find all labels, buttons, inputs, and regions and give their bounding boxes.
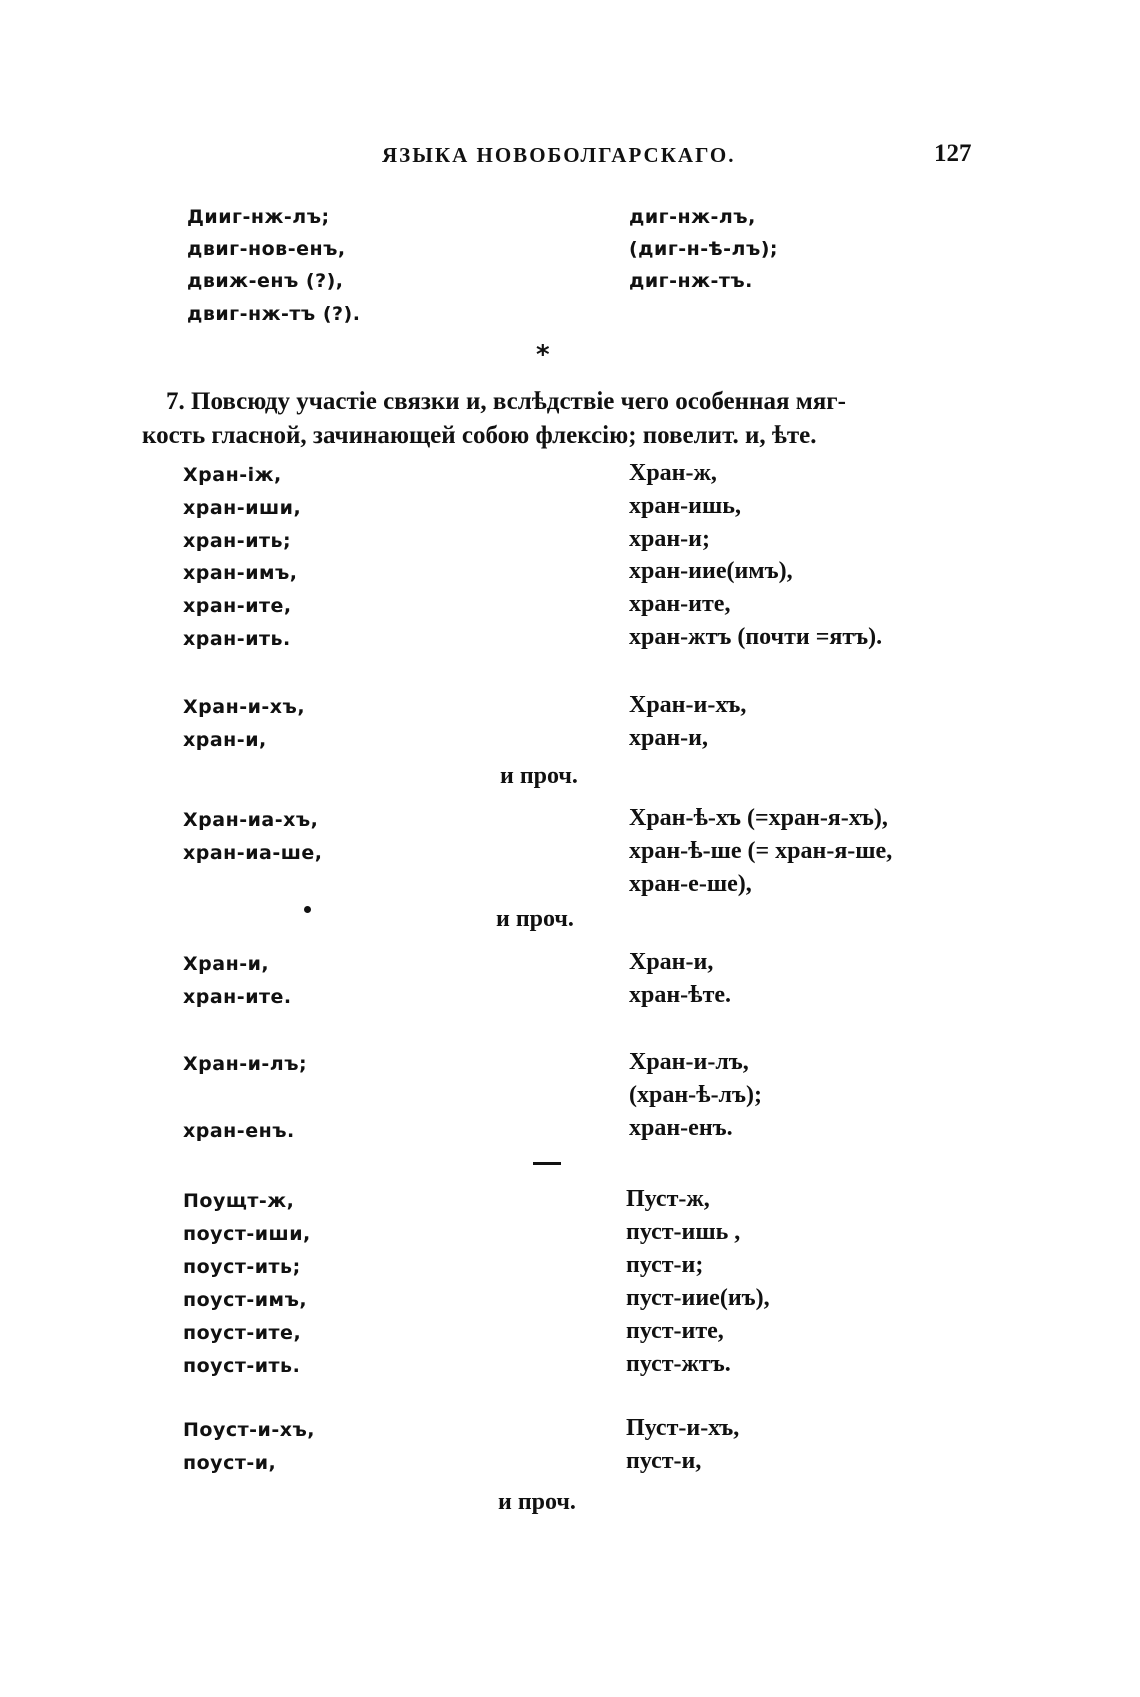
etc-line-1: и проч. bbox=[500, 763, 578, 789]
block4-right-line: Хран-ѣ-хъ (=хран-я-хъ), bbox=[629, 805, 888, 831]
block4-right-line: хран-ѣ-ше (= хран-я-ше, bbox=[629, 838, 893, 864]
block1-right-line: диг-нж-лъ, bbox=[629, 206, 756, 228]
block3-right-line: хран-и, bbox=[629, 725, 708, 751]
block7-left-line: Поущт-ж, bbox=[183, 1190, 295, 1212]
block1-left-line: двиг-нж-тъ (?). bbox=[187, 303, 361, 325]
block8-right-line: Пуст-и-хъ, bbox=[626, 1415, 740, 1441]
block1-right-line: (диг-н-ѣ-лъ); bbox=[629, 238, 779, 260]
paragraph-line-2: кость гласной, зачинающей собою флексію; повелит. и, ѣте. bbox=[142, 422, 817, 449]
block7-right-line: пуст-иие(иъ), bbox=[626, 1285, 770, 1311]
block5-left-line: хран-ите. bbox=[183, 986, 292, 1008]
block2-right-line: Хран-ж, bbox=[629, 460, 717, 486]
block1-left-line: двиг-нов-енъ, bbox=[187, 238, 346, 260]
block6-left-line: хран-енъ. bbox=[183, 1120, 295, 1142]
running-header: ЯЗЫКА НОВОБОЛГАРСКАГО. bbox=[382, 143, 736, 167]
page-number: 127 bbox=[934, 140, 972, 167]
etc-line-3: и проч. bbox=[498, 1489, 576, 1515]
block4-right-line: хран-е-ше), bbox=[629, 871, 752, 897]
block3-left-line: Хран-и-хъ, bbox=[183, 696, 306, 718]
block2-left-line: хран-ите, bbox=[183, 595, 292, 617]
block2-right-line: хран-иие(имъ), bbox=[629, 558, 793, 584]
block2-right-line: хран-ите, bbox=[629, 591, 731, 617]
block2-left-line: хран-иши, bbox=[183, 497, 302, 519]
block8-left-line: Поуст-и-хъ, bbox=[183, 1419, 315, 1441]
ink-speck bbox=[304, 906, 311, 913]
section-asterisk: * bbox=[536, 340, 550, 370]
block8-right-line: пуст-и, bbox=[626, 1448, 702, 1474]
block6-right-line: (хран-ѣ-лъ); bbox=[629, 1082, 762, 1108]
block7-left-line: поуст-ить. bbox=[183, 1355, 301, 1377]
block5-right-line: Хран-и, bbox=[629, 949, 714, 975]
block7-right-line: пуст-и; bbox=[626, 1252, 704, 1278]
section-divider bbox=[533, 1162, 561, 1165]
block5-left-line: Хран-и, bbox=[183, 953, 270, 975]
block7-left-line: поуст-ите, bbox=[183, 1322, 302, 1344]
block7-right-line: пуст-ите, bbox=[626, 1318, 724, 1344]
block7-right-line: пуст-жтъ. bbox=[626, 1351, 731, 1377]
block7-left-line: поуст-имъ, bbox=[183, 1289, 308, 1311]
block7-right-line: Пуст-ж, bbox=[626, 1186, 710, 1212]
block1-right-line: диг-нж-тъ. bbox=[629, 270, 753, 292]
etc-line-2: и проч. bbox=[496, 906, 574, 932]
block2-left-line: хран-ить; bbox=[183, 530, 292, 552]
block1-left-line: Дииг-нж-лъ; bbox=[187, 206, 330, 228]
block4-left-line: Хран-иа-хъ, bbox=[183, 809, 319, 831]
block2-right-line: хран-жтъ (почти =ятъ). bbox=[629, 624, 883, 650]
paragraph-line-1: 7. Повсюду участіе связки и, вслѣдствіе чего особенная мяг- bbox=[166, 388, 846, 415]
block2-left-line: хран-имъ, bbox=[183, 562, 298, 584]
block7-left-line: поуст-иши, bbox=[183, 1223, 311, 1245]
block6-right-line: хран-енъ. bbox=[629, 1115, 733, 1141]
block7-right-line: пуст-ишь , bbox=[626, 1219, 741, 1245]
block3-right-line: Хран-и-хъ, bbox=[629, 692, 747, 718]
block2-left-line: Хран-іж, bbox=[183, 464, 282, 486]
block7-left-line: поуст-ить; bbox=[183, 1256, 301, 1278]
block8-left-line: поуст-и, bbox=[183, 1452, 277, 1474]
block2-right-line: хран-ишь, bbox=[629, 493, 741, 519]
block6-right-line: Хран-и-лъ, bbox=[629, 1049, 749, 1075]
block5-right-line: хран-ѣте. bbox=[629, 982, 732, 1008]
block2-right-line: хран-и; bbox=[629, 526, 710, 552]
block3-left-line: хран-и, bbox=[183, 729, 267, 751]
block1-left-line: движ-енъ (?), bbox=[187, 270, 344, 292]
block4-left-line: хран-иа-ше, bbox=[183, 842, 323, 864]
block2-left-line: хран-ить. bbox=[183, 628, 291, 650]
block6-left-line: Хран-и-лъ; bbox=[183, 1053, 308, 1075]
